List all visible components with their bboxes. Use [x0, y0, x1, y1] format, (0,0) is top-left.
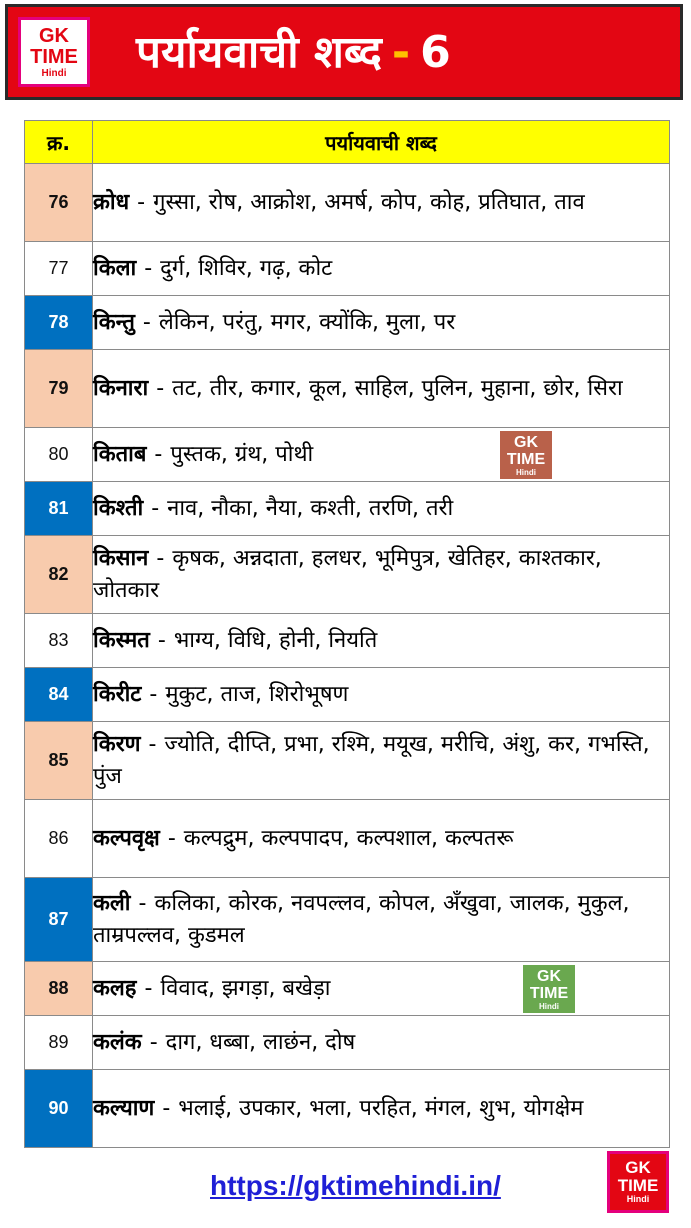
- synonyms-text: नाव, नौका, नैया, कश्ती, तरणि, तरी: [167, 495, 454, 521]
- headword: किनारा: [93, 375, 149, 401]
- entry-dash: -: [151, 495, 160, 521]
- synonyms-text: विवाद, झगड़ा, बखेड़ा: [160, 975, 331, 1001]
- entry-dash: -: [144, 975, 153, 1001]
- entry-dash: -: [138, 890, 147, 916]
- row-entry: [93, 722, 670, 800]
- row-number: 83: [25, 614, 93, 668]
- headword: कलंक: [93, 1029, 142, 1055]
- headword: किसान: [93, 545, 149, 571]
- row-number: 87: [25, 878, 93, 962]
- watermark-line-2: TIME: [529, 985, 569, 1002]
- table-row: [25, 722, 670, 800]
- row-number: 88: [25, 962, 93, 1016]
- column-header-number: [25, 121, 93, 164]
- headword: किला: [93, 255, 137, 281]
- synonyms-text: कृषक, अन्नदाता, हलधर, भूमिपुत्र, खेतिहर, काश्तकार, जोतकार: [93, 545, 602, 603]
- synonyms-table: [24, 120, 670, 1148]
- table-row: [25, 296, 670, 350]
- entry-dash: -: [157, 627, 166, 653]
- headword: कली: [93, 890, 131, 916]
- synonyms-text: तट, तीर, कगार, कूल, साहिल, पुलिन, मुहाना, छोर, सिरा: [172, 375, 623, 401]
- row-entry: [93, 1016, 670, 1070]
- row-entry: [93, 1070, 670, 1148]
- footer-logo-line-1: GK: [625, 1158, 651, 1177]
- column-header-synonyms: [93, 121, 670, 164]
- row-entry: [93, 668, 670, 722]
- row-entry: [93, 614, 670, 668]
- logo-line-3: Hindi: [41, 68, 67, 79]
- table-row: [25, 1070, 670, 1148]
- table-row: [25, 962, 670, 1016]
- headword: क्रोध: [93, 189, 130, 215]
- synonyms-text: कल्पद्रुम, कल्पपादप, कल्पशाल, कल्पतरू: [183, 825, 514, 851]
- gk-time-watermark: [523, 965, 575, 1013]
- table-header-row: [25, 121, 670, 164]
- row-number: 79: [25, 350, 93, 428]
- footer-logo-line-3: Hindi: [626, 1194, 650, 1204]
- website-link[interactable]: https://gktimehindi.in/: [210, 1170, 501, 1201]
- entry-dash: -: [167, 825, 176, 851]
- watermark-line-1: GK: [537, 968, 561, 985]
- table-row: [25, 428, 670, 482]
- entry-dash: -: [154, 441, 163, 467]
- row-entry: [93, 164, 670, 242]
- table-row: [25, 1016, 670, 1070]
- row-entry: [93, 296, 670, 350]
- headword: किश्ती: [93, 495, 144, 521]
- synonyms-text: दुर्ग, शिविर, गढ़, कोट: [160, 255, 333, 281]
- headword: कल्पवृक्ष: [93, 825, 160, 851]
- footer-logo: [607, 1151, 669, 1213]
- entry-dash: -: [156, 545, 165, 571]
- synonyms-text: गुस्सा, रोष, आक्रोश, अमर्ष, कोप, कोह, प्रतिघात, ताव: [153, 189, 585, 215]
- row-entry: [93, 482, 670, 536]
- entry-dash: -: [142, 309, 151, 335]
- entry-dash: -: [149, 681, 158, 707]
- watermark-line-2: TIME: [506, 451, 546, 468]
- row-entry: [93, 536, 670, 614]
- row-entry: [93, 962, 670, 1016]
- synonyms-text: लेकिन, परंतु, मगर, क्योंकि, मुला, पर: [158, 309, 456, 335]
- footer-logo-line-2: TIME: [617, 1176, 659, 1195]
- row-number: 89: [25, 1016, 93, 1070]
- headword: किरीट: [93, 681, 142, 707]
- gk-time-watermark: [500, 431, 552, 479]
- table-row: [25, 536, 670, 614]
- row-number: 84: [25, 668, 93, 722]
- synonyms-text: ज्योति, दीप्ति, प्रभा, रश्मि, मयूख, मरीचि, अंशु, कर, गभस्ति, पुंज: [93, 731, 650, 789]
- synonyms-text: कलिका, कोरक, नवपल्लव, कोपल, अँखुवा, जालक, मुकुल, ताम्रपल्लव, कुडमल: [93, 890, 630, 948]
- watermark-line-3: Hindi: [539, 1002, 559, 1011]
- column-header-synonyms-label: पर्यायवाची शब्द: [325, 130, 437, 155]
- row-number: 90: [25, 1070, 93, 1148]
- gk-time-logo: [18, 17, 90, 87]
- row-entry: [93, 878, 670, 962]
- table-row: [25, 614, 670, 668]
- watermark-line-3: Hindi: [516, 468, 536, 477]
- table-row: [25, 164, 670, 242]
- headword: किरण: [93, 731, 141, 757]
- entry-dash: -: [156, 375, 165, 401]
- logo-line-2: TIME: [30, 46, 78, 68]
- row-number: 86: [25, 800, 93, 878]
- row-entry: [93, 800, 670, 878]
- logo-line-1: GK: [39, 25, 69, 47]
- entry-dash: -: [144, 255, 153, 281]
- table-row: [25, 350, 670, 428]
- row-number: 82: [25, 536, 93, 614]
- table-body: [25, 164, 670, 1148]
- row-number: 77: [25, 242, 93, 296]
- title-separator: -: [391, 27, 411, 78]
- entry-dash: -: [137, 189, 146, 215]
- row-number: 78: [25, 296, 93, 350]
- table-row: [25, 800, 670, 878]
- synonyms-text: भाग्य, विधि, होनी, नियति: [173, 627, 378, 653]
- row-entry: [93, 428, 670, 482]
- headword: किस्मत: [93, 627, 150, 653]
- synonyms-text: मुकुट, ताज, शिरोभूषण: [165, 681, 349, 707]
- table-row: [25, 668, 670, 722]
- entry-dash: -: [149, 1029, 158, 1055]
- row-entry: [93, 350, 670, 428]
- synonyms-text: भलाई, उपकार, भला, परहित, मंगल, शुभ, योगक्षेम: [178, 1095, 584, 1121]
- row-number: 85: [25, 722, 93, 800]
- entry-dash: -: [162, 1095, 171, 1121]
- synonyms-text: दाग, धब्बा, लाछंन, दोष: [165, 1029, 356, 1055]
- title-text: पर्यायवाची शब्द: [136, 27, 382, 78]
- title-number: 6: [420, 27, 451, 78]
- row-number: 81: [25, 482, 93, 536]
- table-row: [25, 878, 670, 962]
- row-number: 76: [25, 164, 93, 242]
- headword: कलह: [93, 975, 137, 1001]
- entry-dash: -: [148, 731, 157, 757]
- header-banner: [5, 4, 683, 100]
- headword: कल्याण: [93, 1095, 155, 1121]
- watermark-line-1: GK: [514, 434, 538, 451]
- headword: किताब: [93, 441, 147, 467]
- table-row: [25, 482, 670, 536]
- synonyms-text: पुस्तक, ग्रंथ, पोथी: [170, 441, 314, 467]
- row-entry: [93, 242, 670, 296]
- headword: किन्तु: [93, 309, 135, 335]
- column-header-number-label: क्र.: [47, 130, 70, 155]
- table-row: [25, 242, 670, 296]
- row-number: 80: [25, 428, 93, 482]
- page-title: [136, 21, 451, 85]
